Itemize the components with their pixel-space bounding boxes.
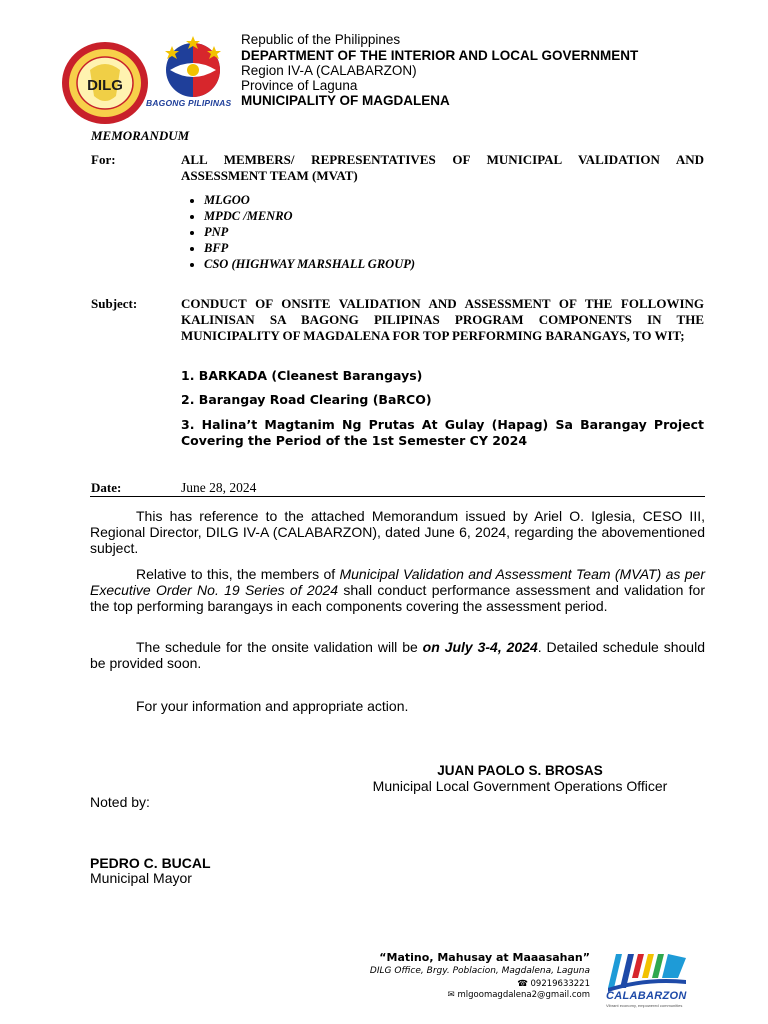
header-province: Province of Laguna: [241, 78, 358, 93]
mayor-title: Municipal Mayor: [90, 870, 192, 886]
mvat-reference: Municipal Validation and Assessment Team (MVAT) as per Executive Order No. 19 Series of 2024: [90, 566, 705, 598]
body-paragraph-2: Relative to this, the members of Municipal Validation and Assessment Team (MVAT) as per Executive Order No. 19 Series of 2024 shall conduct performance assessment and validation for the top performing barangays in each components covering the assessment period.: [90, 566, 705, 614]
for-text: ALL MEMBERS/ REPRESENTATIVES OF MUNICIPAL VALIDATION AND ASSESSMENT TEAM (MVAT): [181, 152, 704, 183]
body-paragraph-1: This has reference to the attached Memorandum issued by Ariel O. Iglesia, CESO III, Regional Director, DILG IV-A (CALABARZON), dated June 6, 2024, regarding the abovementioned subject.: [90, 508, 705, 556]
header-department: DEPARTMENT OF THE INTERIOR AND LOCAL GOVERNMENT: [241, 48, 639, 63]
date-divider: [90, 496, 705, 497]
header-republic: Republic of the Philippines: [241, 32, 401, 47]
footer-motto: “Matino, Mahusay at Maaasahan”: [379, 951, 590, 964]
recipient-item: • BFP: [204, 240, 415, 256]
dilg-seal: [60, 40, 150, 126]
bagong-pilipinas-text: BAGONG PILIPINAS: [146, 98, 232, 108]
header-municipality: MUNICIPALITY OF MAGDALENA: [241, 93, 450, 108]
date-label: Date:: [91, 480, 122, 495]
calabarzon-logo-tagline: Vibrant economy, empowered communities: [606, 1003, 683, 1008]
dilg-seal-text: DILG: [87, 77, 123, 94]
body-paragraph-3: The schedule for the onsite validation will be on July 3-4, 2024. Detailed schedule should be provided soon.: [90, 639, 705, 671]
calabarzon-logo-text: CALABARZON: [606, 990, 687, 1002]
recipient-list: [181, 192, 415, 272]
date-value: June 28, 2024: [181, 480, 257, 495]
schedule-date: on July 3-4, 2024: [422, 639, 538, 655]
recipient-item: • PNP: [204, 224, 415, 240]
footer-phone: ☎ 09219633221: [517, 979, 590, 989]
email-icon: ✉: [447, 990, 458, 1000]
footer-email: ✉ mlgoomagdalena2@gmail.com: [447, 990, 590, 1000]
memo-title: MEMORANDUM: [91, 128, 190, 143]
mayor-name: PEDRO C. BUCAL: [90, 855, 211, 871]
component-item: 2. Barangay Road Clearing (BaRCO): [181, 392, 432, 407]
signatory-name: JUAN PAOLO S. BROSAS: [437, 763, 603, 778]
footer-address: DILG Office, Brgy. Poblacion, Magdalena, Laguna: [369, 966, 590, 976]
noted-label: Noted by:: [90, 794, 150, 810]
calabarzon-logo-mark: [606, 948, 688, 992]
subject-text: CONDUCT OF ONSITE VALIDATION AND ASSESSMENT OF THE FOLLOWING KALINISAN SA BAGONG PILIPINAS PROGRAM COMPONENTS IN THE MUNICIPALITY OF MAGDALENA FOR TOP PERFORMING BARANGAYS, TO WIT;: [181, 296, 704, 343]
component-item: 1. BARKADA (Cleanest Barangays): [181, 368, 423, 383]
recipient-item: • MPDC /MENRO: [204, 208, 415, 224]
for-label: For:: [91, 152, 116, 167]
recipient-item: • MLGOO: [204, 192, 415, 208]
component-item: 3. Halina’t Magtanim Ng Prutas At Gulay (Hapag) Sa Barangay Project Covering the Period of the 1st Semester CY 2024: [181, 417, 704, 448]
recipient-item: • CSO (HIGHWAY MARSHALL GROUP): [204, 256, 415, 272]
header-region: Region IV-A (CALABARZON): [241, 63, 417, 78]
signatory-title: Municipal Local Government Operations Officer: [372, 778, 668, 794]
subject-label: Subject:: [91, 296, 138, 311]
phone-icon: ☎: [517, 979, 531, 989]
body-paragraph-4: For your information and appropriate action.: [136, 698, 409, 714]
